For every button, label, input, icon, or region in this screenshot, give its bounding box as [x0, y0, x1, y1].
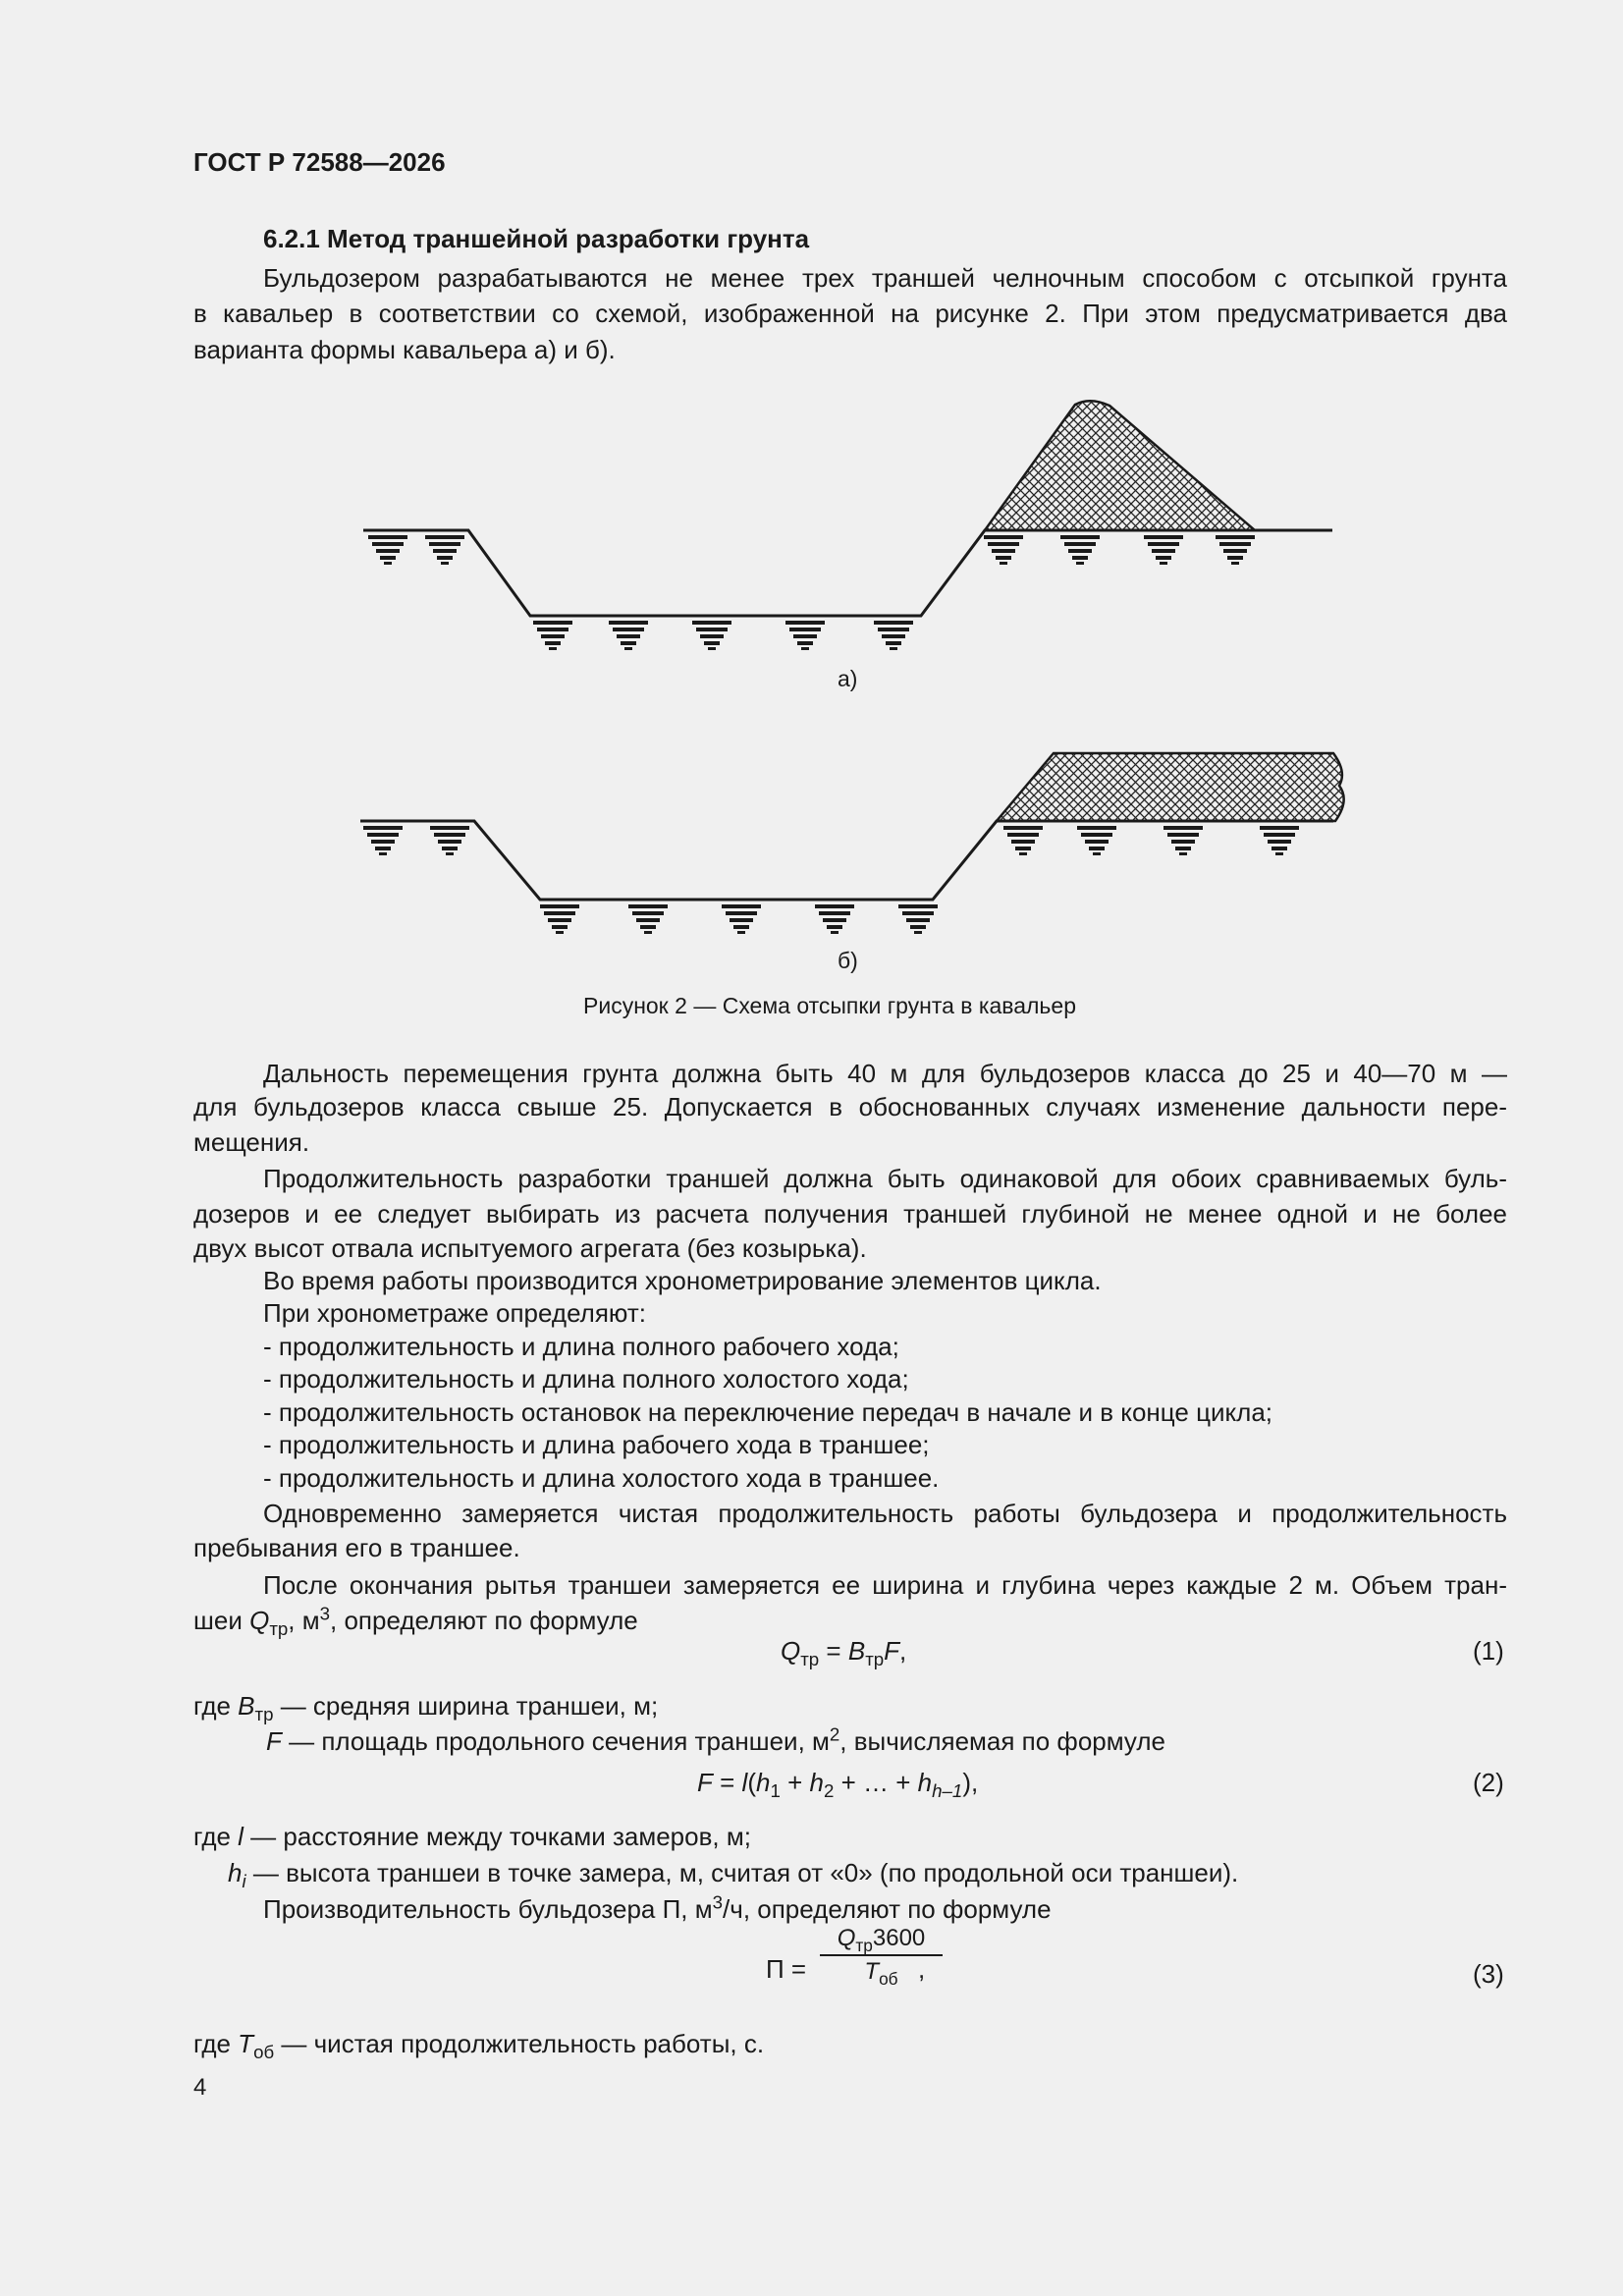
para-5-line-2: пребывания его в траншее.	[193, 1533, 520, 1562]
formula-3-number: (3)	[1473, 1959, 1504, 1989]
para-1-line-1: Дальность перемещения грунта должна быть 40 м для бульдозеров класса до 25 и 40—70 м —	[263, 1059, 1507, 1088]
para-2-line-3: двух высот отвала испытуемого агрегата (без козырька).	[193, 1233, 867, 1263]
intro-line-3: варианта формы кавальера а) и б).	[193, 335, 616, 364]
list-item: - продолжительность и длина холостого хода в траншее.	[263, 1463, 940, 1493]
formula-1-number: (1)	[1473, 1636, 1504, 1666]
spoil-heap-a	[985, 401, 1255, 530]
list-item: - продолжительность и длина полного холостого хода;	[263, 1364, 909, 1394]
formula-2: $F = l(h_1 + h_2$ + … + $h_{h-1}$),	[697, 1768, 979, 1802]
where-line-2: F — площадь продольного сечения траншеи, $м^2$, вычисляемая по формуле	[266, 1723, 1165, 1756]
para-1-line-3: мещения.	[193, 1127, 310, 1157]
where-line-3: где l — расстояние между точками замеров, м;	[193, 1822, 751, 1851]
figure-label-a: а)	[838, 666, 858, 691]
figure-caption: Рисунок 2 — Схема отсыпки грунта в кавальер	[583, 993, 1076, 1018]
page-number: 4	[193, 2074, 207, 2101]
where-line-4: $h_i$ — высота траншеи в точке замера, м, считая от «0» (по продольной оси траншеи).	[228, 1858, 1239, 1892]
list-item: - продолжительность и длина рабочего хода в траншее;	[263, 1430, 930, 1459]
para-2-line-1: Продолжительность разработки траншей должна быть одинаковой для обоих сравниваемых буль-	[263, 1164, 1507, 1193]
section-title: 6.2.1 Метод траншейной разработки грунта	[263, 224, 810, 253]
para-1-line-2: для бульдозеров класса свыше 25. Допускается в обоснованных случаях изменение дальности пере-	[193, 1092, 1507, 1121]
para-6-line-2: шеи $Q_{тр}$, $м^3$, определяют по формуле	[193, 1603, 638, 1640]
para-4: При хронометраже определяют:	[263, 1298, 646, 1328]
formula-1: $Q_{тр} = B_{тр}F$,	[781, 1636, 907, 1670]
figure-diagram	[0, 0, 1623, 1031]
intro-line-1: Бульдозером разрабатываются не менее трех траншей челночным способом с отсыпкой грунта	[263, 263, 1507, 293]
list-item: - продолжительность и длина полного рабочего хода;	[263, 1332, 899, 1361]
para-5-line-1: Одновременно замеряется чистая продолжительность работы бульдозера и продолжительность	[263, 1499, 1507, 1528]
para-3: Во время работы производится хронометрирование элементов цикла.	[263, 1266, 1102, 1295]
formula-2-number: (2)	[1473, 1768, 1504, 1797]
where-line-5: Производительность бульдозера П, $м^3/ч$, определяют по формуле	[263, 1891, 1052, 1924]
trench-profile-a	[363, 530, 1332, 616]
list-item: - продолжительность остановок на переключение передач в начале и в конце цикла;	[263, 1397, 1273, 1427]
para-6-line-1: После окончания рытья траншеи замеряется ее ширина и глубина через каждые 2 м. Объем тран-	[263, 1570, 1507, 1600]
para-2-line-2: дозеров и ее следует выбирать из расчета получения траншей глубиной не менее одной и не более	[193, 1199, 1507, 1229]
figure-label-b: б)	[838, 948, 858, 973]
document-id: ГОСТ Р 72588—2026	[193, 147, 446, 177]
spoil-heap-b	[997, 753, 1344, 821]
figure-a	[363, 401, 1332, 650]
intro-line-2: в кавальер в соответствии со схемой, изображенной на рисунке 2. При этом предусматривается два	[193, 299, 1507, 328]
where-line-1: где $B_{тр}$ — средняя ширина траншеи, м;	[193, 1691, 659, 1725]
figure-b	[360, 753, 1344, 934]
where-line-6: где $T_{об}$ — чистая продолжительность работы, с.	[193, 2029, 765, 2063]
